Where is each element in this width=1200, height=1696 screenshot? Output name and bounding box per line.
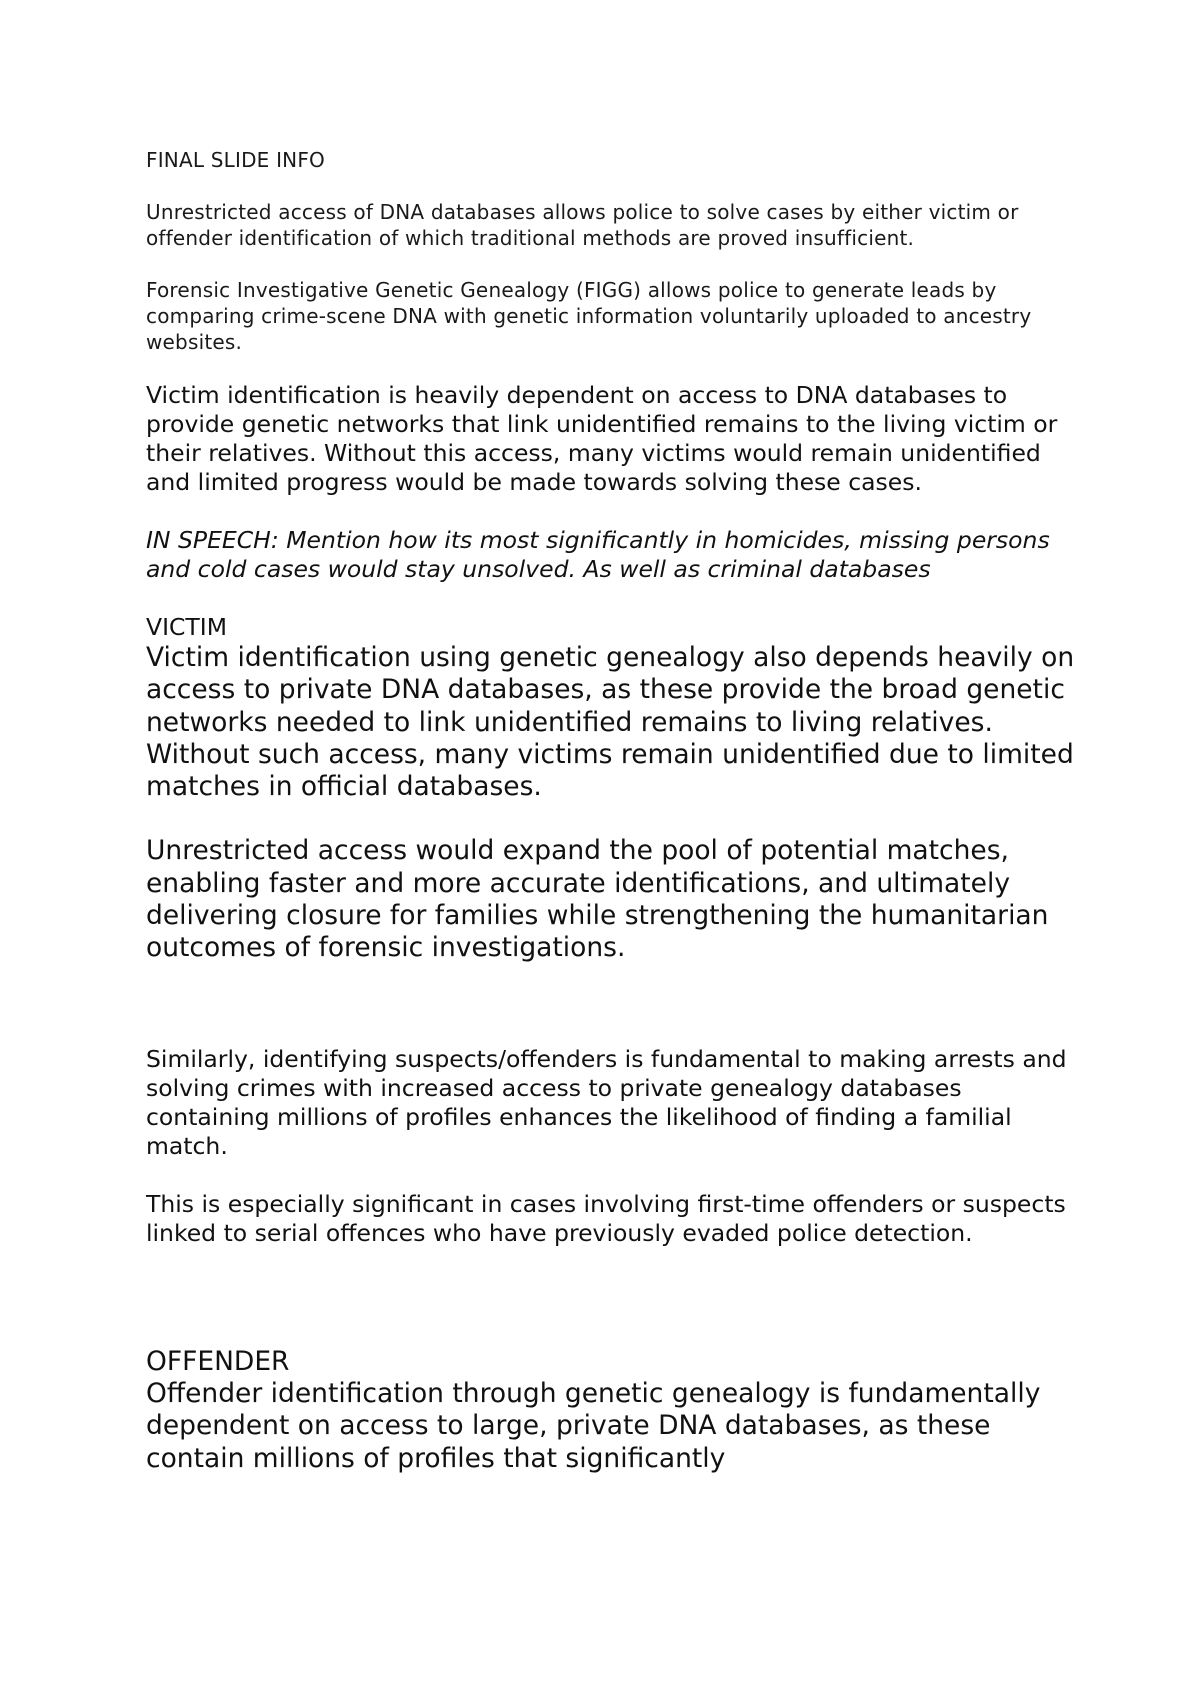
intro-paragraph: Unrestricted access of DNA databases allows police to solve cases by either victim or offender identification of which traditional methods are proved insufficient. [146, 200, 1019, 250]
speech-note: IN SPEECH: Mention how its most significantly in homicides, missing persons and cold cases would stay unsolved. As well as criminal databases [146, 526, 1050, 583]
offender-paragraph: Offender identification through genetic genealogy is fundamentally dependent on access to large, private DNA databases, as these contain millions of profiles that significantly [146, 1377, 1041, 1474]
offender-label: OFFENDER [146, 1345, 290, 1377]
serial-offences-paragraph: This is especially significant in cases involving first-time offenders or suspects linked to serial offences who have previously evaded police detection. [146, 1189, 1066, 1247]
unrestricted-access-paragraph: Unrestricted access would expand the pool of potential matches, enabling faster and more accurate identifications, and ultimately delivering closure for families while strengthening the humanitarian outcomes of forensic investigations. [146, 835, 1049, 964]
victim-label: VICTIM [146, 613, 227, 641]
victim-paragraph: Victim identification using genetic genealogy also depends heavily on access to private DNA databases, as these provide the broad genetic networks needed to link unidentified remains to living relatives. Without such access, many victims remain unidentified due to limited matches in official databases. [146, 642, 1075, 803]
victim-summary-paragraph: Victim identification is heavily dependent on access to DNA databases to provide genetic networks that link unidentified remains to the living victim or their relatives. Without this access, many victims would remain unidentified and limited progress would be made towards solving these cases. [146, 381, 1058, 496]
document-heading: FINAL SLIDE INFO [146, 148, 325, 172]
document-body [146, 147, 1086, 1475]
figg-paragraph: Forensic Investigative Genetic Genealogy (FIGG) allows police to generate leads by comparing crime-scene DNA with genetic information voluntarily uploaded to ancestry websites. [146, 278, 1032, 354]
suspect-identification-paragraph: Similarly, identifying suspects/offenders is fundamental to making arrests and solving crimes with increased access to private genealogy databases containing millions of profiles enhances the likelihood of finding a familial match. [146, 1044, 1067, 1160]
